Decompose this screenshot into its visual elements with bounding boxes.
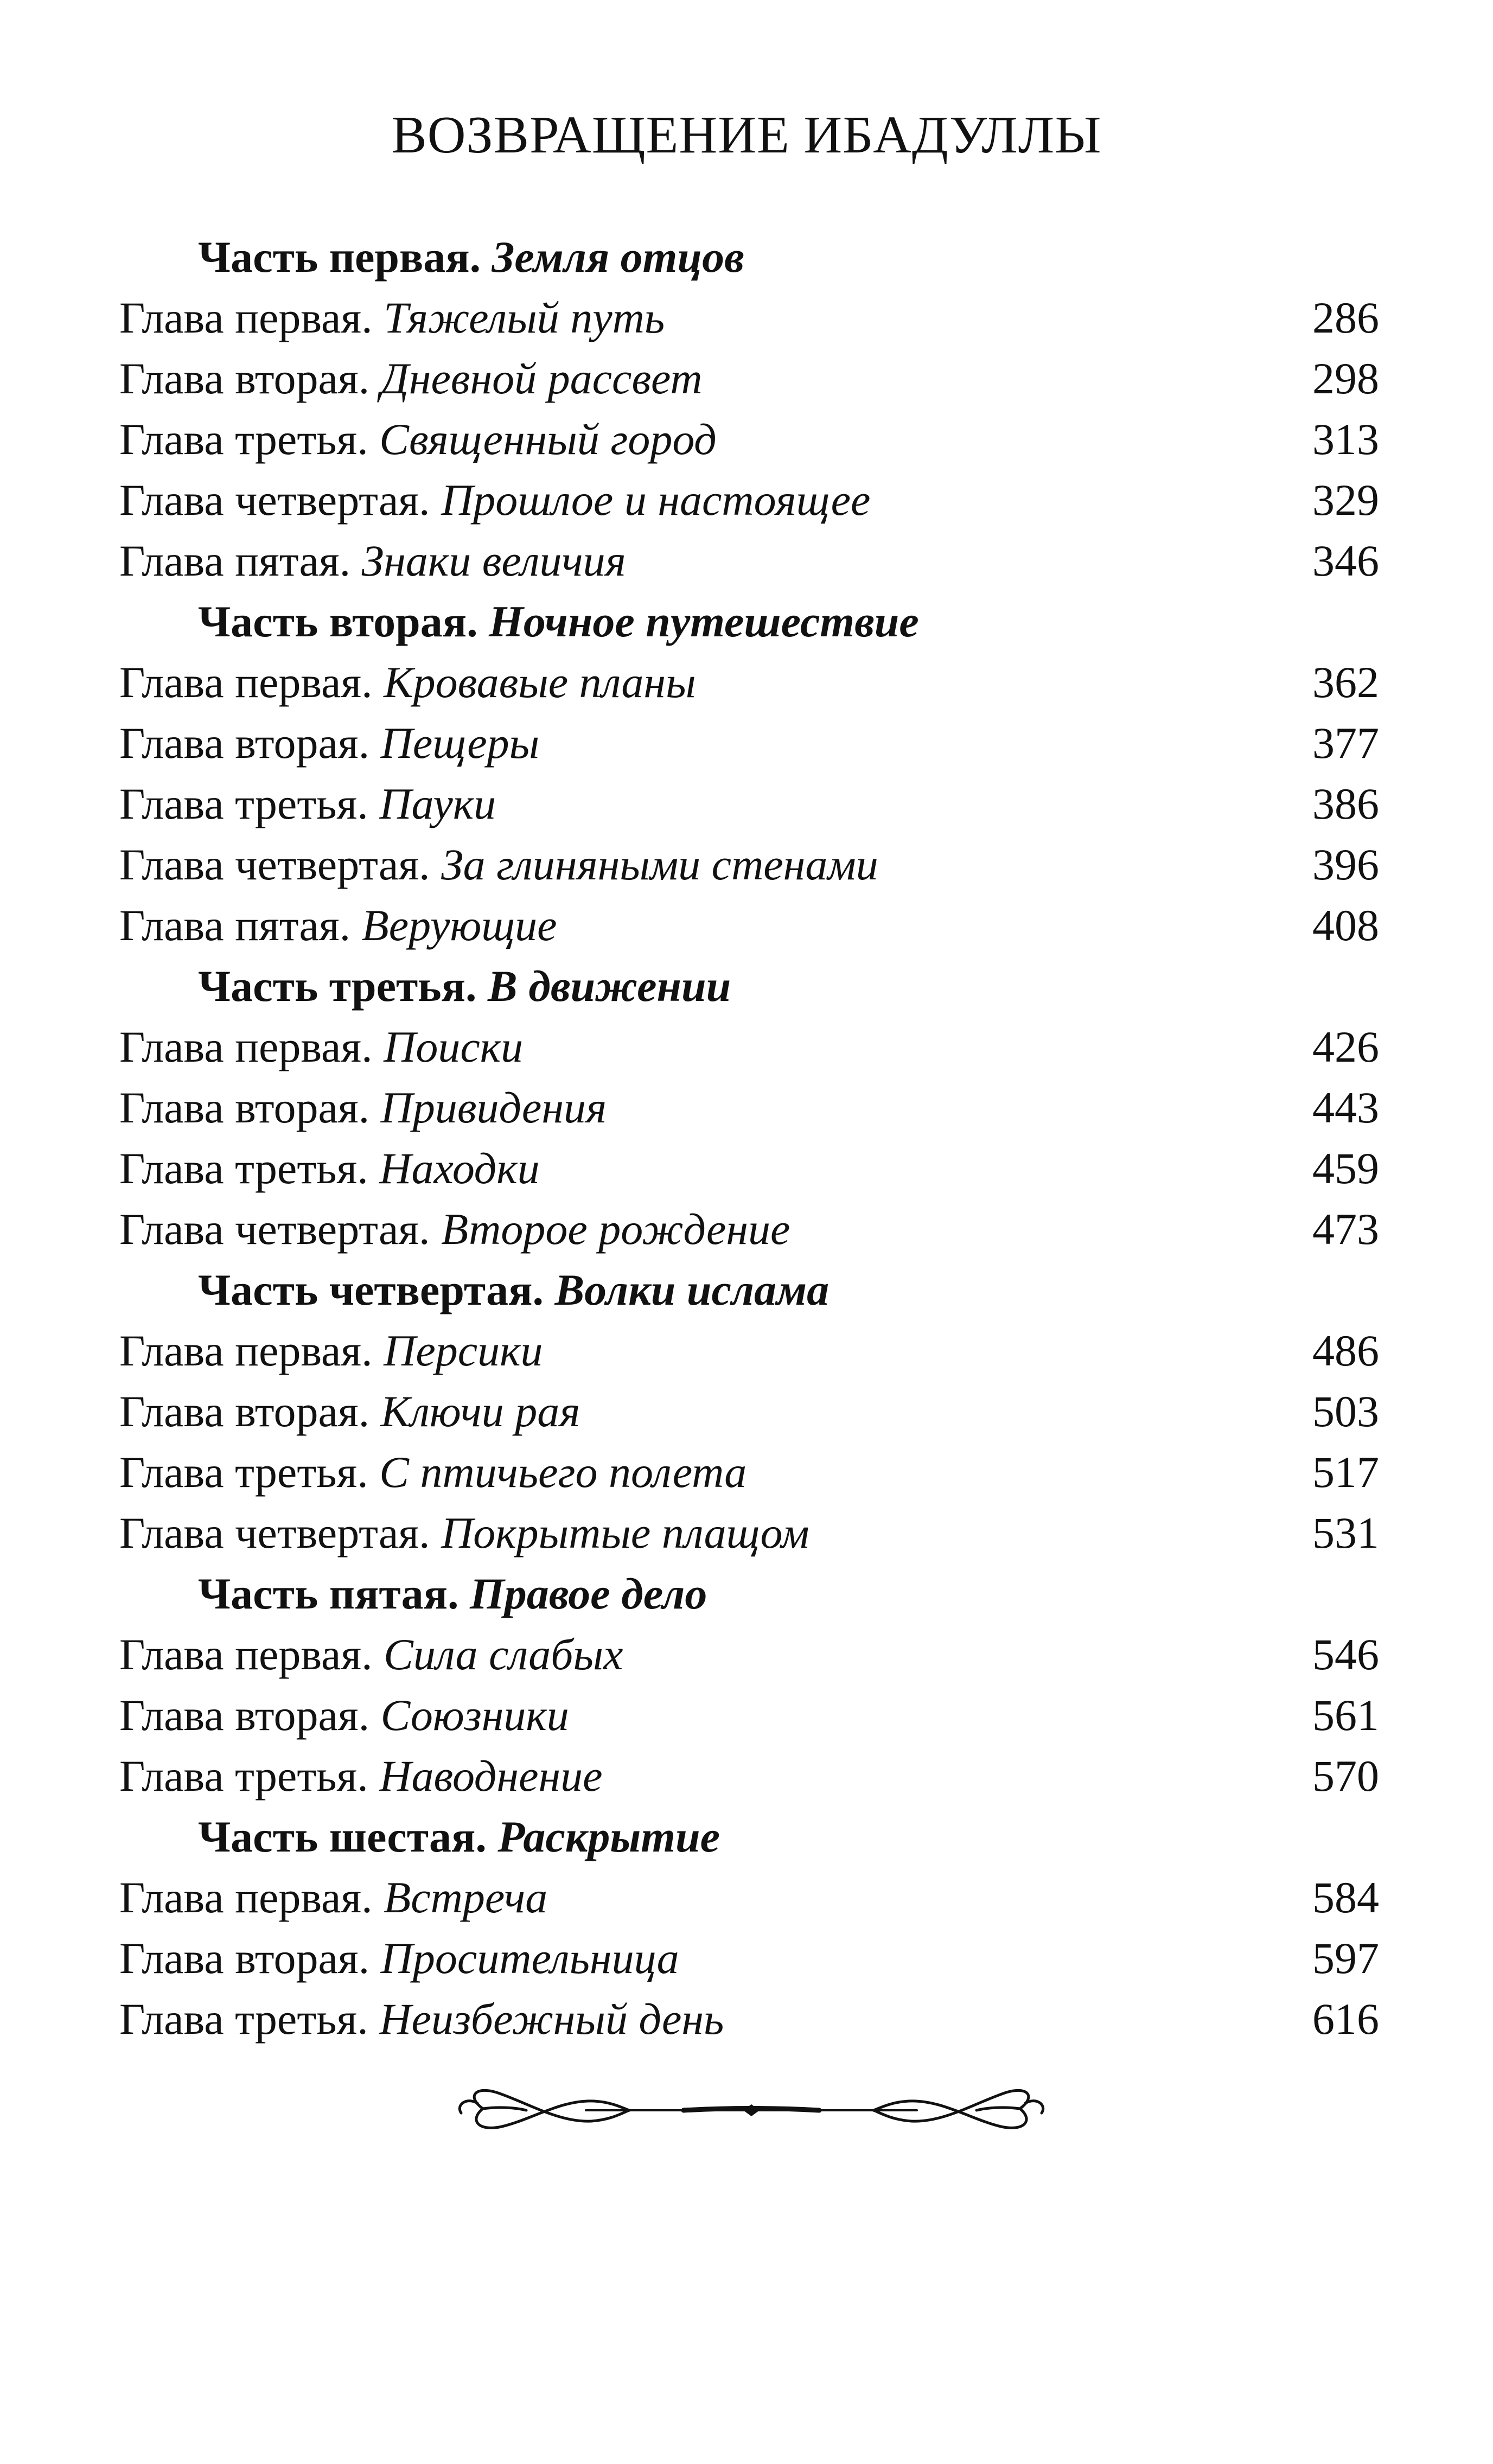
toc-chapter-row	[0, 409, 1493, 470]
toc-part-heading	[0, 956, 1493, 1017]
part-title: Волки ислама	[554, 1265, 830, 1314]
toc-chapter-row	[0, 348, 1493, 409]
page-number: 313	[1312, 414, 1379, 464]
chapter-label: Глава первая.	[119, 293, 373, 342]
chapter-label: Глава четвертая.	[119, 1204, 430, 1254]
chapter-entry	[119, 713, 539, 774]
flourish-divider-icon	[450, 2080, 1052, 2140]
chapter-title: За глиняными стенами	[441, 840, 878, 889]
toc-chapter-row	[0, 1442, 1493, 1503]
chapter-entry	[119, 1320, 543, 1381]
toc-chapter-row	[0, 531, 1493, 591]
chapter-title: Покрытые плащом	[441, 1508, 809, 1557]
chapter-title: С птичьего полета	[379, 1447, 747, 1497]
chapter-label: Глава первая.	[119, 1022, 373, 1071]
chapter-label: Глава вторая.	[119, 354, 370, 403]
chapter-title: Неизбежный день	[379, 1994, 724, 2044]
part-title: Земля отцов	[492, 232, 744, 282]
toc-chapter-row	[0, 1199, 1493, 1260]
chapter-entry	[119, 1077, 607, 1138]
page-number: 503	[1312, 1387, 1379, 1436]
page-number: 396	[1312, 840, 1379, 889]
page-number: 546	[1312, 1630, 1379, 1679]
chapter-label: Глава третья.	[119, 1144, 368, 1193]
chapter-title: Прошлое и настоящее	[441, 475, 871, 525]
page-number: 517	[1312, 1447, 1379, 1497]
toc-chapter-row	[0, 1138, 1493, 1199]
toc-part-heading	[0, 1260, 1493, 1320]
toc-part-heading	[0, 1563, 1493, 1624]
toc-chapter-row	[0, 652, 1493, 713]
chapter-label: Глава первая.	[119, 658, 373, 707]
chapter-entry	[119, 1867, 547, 1928]
chapter-entry	[119, 1989, 724, 2050]
page-number: 531	[1312, 1508, 1379, 1557]
page-number: 486	[1312, 1326, 1379, 1375]
chapter-label: Глава четвертая.	[119, 475, 430, 525]
chapter-entry	[119, 1503, 809, 1563]
page-number: 597	[1312, 1933, 1379, 1983]
chapter-entry	[119, 470, 870, 531]
chapter-label: Глава третья.	[119, 1751, 368, 1801]
page-number: 408	[1312, 901, 1379, 950]
chapter-label: Глава четвертая.	[119, 1508, 430, 1557]
page-number: 362	[1312, 658, 1379, 707]
toc-chapter-row	[0, 1077, 1493, 1138]
page-number: 459	[1312, 1144, 1379, 1193]
chapter-entry	[119, 652, 696, 713]
toc-chapter-row	[0, 834, 1493, 895]
chapter-label: Глава третья.	[119, 779, 368, 828]
part-title: В движении	[488, 961, 731, 1011]
chapter-label: Глава пятая.	[119, 536, 351, 585]
chapter-entry	[119, 1928, 679, 1989]
page-number: 561	[1312, 1690, 1379, 1740]
chapter-title: Наводнение	[379, 1751, 603, 1801]
chapter-entry	[119, 1442, 746, 1503]
chapter-entry	[119, 1199, 790, 1260]
chapter-entry	[119, 1381, 580, 1442]
chapter-entry	[119, 774, 496, 834]
chapter-entry	[119, 531, 626, 591]
chapter-title: Ключи рая	[380, 1387, 580, 1436]
part-label: Часть первая.	[198, 232, 481, 282]
chapter-label: Глава первая.	[119, 1873, 373, 1922]
page-number: 473	[1312, 1204, 1379, 1254]
page-number: 346	[1312, 536, 1379, 585]
chapter-title: Персики	[384, 1326, 543, 1375]
chapter-label: Глава вторая.	[119, 1933, 370, 1983]
chapter-label: Глава первая.	[119, 1326, 373, 1375]
page-number: 298	[1312, 354, 1379, 403]
toc-chapter-row	[0, 1624, 1493, 1685]
chapter-title: Пауки	[379, 779, 496, 828]
chapter-title: Кровавые планы	[384, 658, 696, 707]
chapter-title: Пещеры	[380, 718, 540, 768]
toc-chapter-row	[0, 288, 1493, 348]
toc-chapter-row	[0, 713, 1493, 774]
toc-part-heading	[0, 591, 1493, 652]
part-label: Часть вторая.	[198, 597, 478, 646]
chapter-title: Союзники	[380, 1690, 569, 1740]
chapter-label: Глава вторая.	[119, 1083, 370, 1132]
table-of-contents	[0, 227, 1493, 2050]
part-title: Правое дело	[469, 1569, 707, 1618]
toc-chapter-row	[0, 1685, 1493, 1746]
chapter-label: Глава третья.	[119, 1447, 368, 1497]
toc-chapter-row	[0, 1989, 1493, 2050]
chapter-label: Глава вторая.	[119, 1387, 370, 1436]
chapter-title: Находки	[379, 1144, 540, 1193]
toc-chapter-row	[0, 774, 1493, 834]
chapter-entry	[119, 895, 557, 956]
part-label: Часть шестая.	[198, 1812, 487, 1861]
toc-chapter-row	[0, 1017, 1493, 1077]
part-label: Часть четвертая.	[198, 1265, 544, 1314]
chapter-title: Знаки величия	[361, 536, 626, 585]
page-number: 426	[1312, 1022, 1379, 1071]
toc-chapter-row	[0, 1867, 1493, 1928]
toc-chapter-row	[0, 470, 1493, 531]
chapter-title: Тяжелый путь	[384, 293, 665, 342]
chapter-label: Глава третья.	[119, 1994, 368, 2044]
page-number: 286	[1312, 293, 1379, 342]
chapter-entry	[119, 1624, 623, 1685]
chapter-entry	[119, 1685, 569, 1746]
chapter-entry	[119, 288, 665, 348]
chapter-entry	[119, 1017, 523, 1077]
chapter-title: Верующие	[361, 901, 557, 950]
chapter-title: Дневной рассвет	[380, 354, 703, 403]
book-title: ВОЗВРАЩЕНИЕ ИБАДУЛЛЫ	[391, 106, 1102, 164]
chapter-title: Привидения	[380, 1083, 607, 1132]
chapter-title: Встреча	[384, 1873, 548, 1922]
chapter-entry	[119, 834, 878, 895]
part-label: Часть третья.	[198, 961, 477, 1011]
toc-chapter-row	[0, 895, 1493, 956]
chapter-title: Священный город	[379, 414, 717, 464]
page-number: 584	[1312, 1873, 1379, 1922]
chapter-label: Глава вторая.	[119, 1690, 370, 1740]
chapter-title: Сила слабых	[384, 1630, 623, 1679]
toc-part-heading	[0, 1806, 1493, 1867]
toc-chapter-row	[0, 1928, 1493, 1989]
chapter-title: Второе рождение	[441, 1204, 790, 1254]
chapter-entry	[119, 1138, 540, 1199]
chapter-title: Просительница	[380, 1933, 679, 1983]
page-number: 386	[1312, 779, 1379, 828]
toc-part-heading	[0, 227, 1493, 288]
toc-chapter-row	[0, 1746, 1493, 1806]
page-number: 329	[1312, 475, 1379, 525]
chapter-label: Глава третья.	[119, 414, 368, 464]
chapter-label: Глава первая.	[119, 1630, 373, 1679]
chapter-label: Глава четвертая.	[119, 840, 430, 889]
toc-chapter-row	[0, 1503, 1493, 1563]
part-label: Часть пятая.	[198, 1569, 459, 1618]
part-title: Ночное путешествие	[489, 597, 919, 646]
page-number: 616	[1312, 1994, 1379, 2044]
toc-chapter-row	[0, 1381, 1493, 1442]
chapter-entry	[119, 1746, 603, 1806]
chapter-title: Поиски	[384, 1022, 524, 1071]
toc-chapter-row	[0, 1320, 1493, 1381]
chapter-entry	[119, 409, 717, 470]
part-title: Раскрытие	[497, 1812, 720, 1861]
page-number: 570	[1312, 1751, 1379, 1801]
chapter-label: Глава вторая.	[119, 718, 370, 768]
page-number: 443	[1312, 1083, 1379, 1132]
page-number: 377	[1312, 718, 1379, 768]
chapter-label: Глава пятая.	[119, 901, 351, 950]
chapter-entry	[119, 348, 703, 409]
